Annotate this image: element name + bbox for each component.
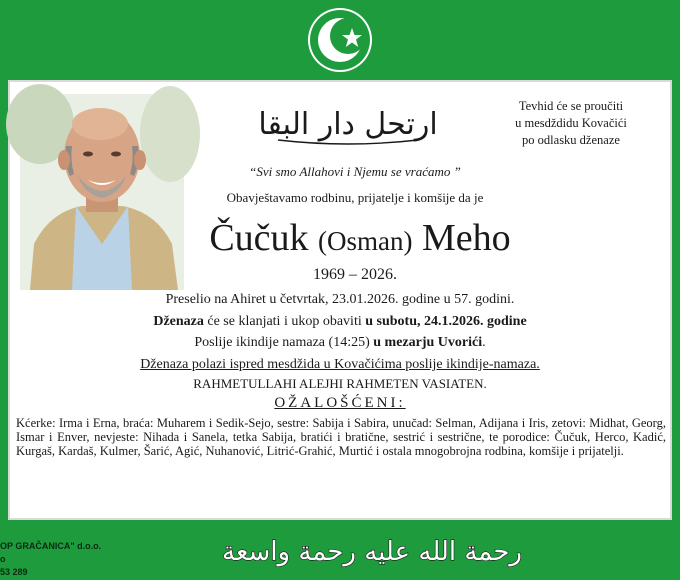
svg-text:رحمة الله عليه رحمة واسعة: رحمة الله عليه رحمة واسعة: [222, 537, 522, 567]
rahmet-line: RAHMETULLAHI ALEJHI RAHMETEN VASIATEN.: [193, 376, 487, 391]
footer-arabic-calligraphy: [222, 528, 522, 574]
crescent-star-icon: [306, 6, 374, 74]
company-info: OP GRAČANICA" d.o.o. o 53 289: [0, 541, 102, 577]
portrait-photo: [20, 94, 184, 290]
passed-away-line: Preselio na Ahiret u četvrtak, 23.01.2026. godine u 57. godini.: [165, 292, 515, 307]
quote: “Svi smo Allahovi i Njemu se vraćamo ”: [249, 164, 461, 179]
mourners-title: OŽALOŠĆENI:: [274, 395, 406, 411]
father-name: (Osman): [318, 226, 413, 256]
arabic-header-calligraphy: [258, 96, 438, 152]
mourners-list: Kćerke: Irma i Erna, braća: Muharem i Sedik-Sejo, sestre: Sabija i Sabira, unučad: Selman, Adijana i Iris, zetovi: Midhat, Georg, Ismar i Enver, nevjeste: Nihada i Sanela, tetka Sabija, bratići i bratične, sestrić i sestrične, te porodice: Čučuk, Herco, Kadić, Kurgaš, Kardaš, Kulmer, Šarić, Agić, Nuhanović, Litrić-Grahić, Murtić i ostala mnogobrojna rodbina, komšije i prijatelji.: [16, 416, 666, 458]
time-place-line: Poslije ikindije namaza (14:25) u mezarju Uvorići.: [194, 335, 486, 350]
obituary-panel: [8, 80, 672, 520]
intro-text: Obavještavamo rodbinu, prijatelje i komšije da je: [226, 190, 484, 205]
first-name: Meho: [422, 217, 511, 259]
funeral-line: Dženaza će se klanjati i ukop obaviti u subotu, 24.1.2026. godine: [153, 314, 527, 329]
svg-text:ارتحل دار البقا: ارتحل دار البقا: [258, 107, 438, 142]
tevhid-notice: Tevhid će se proučiti u mesdždidu Kovačići po odlasku dženaze: [515, 99, 627, 147]
deceased-name: [170, 216, 550, 263]
life-years: 1969 – 2026.: [313, 266, 397, 283]
surname: Čučuk: [209, 217, 309, 259]
departure-line: Dženaza polazi ispred mesdžida u Kovačićima poslije ikindije-namaza.: [140, 357, 540, 372]
